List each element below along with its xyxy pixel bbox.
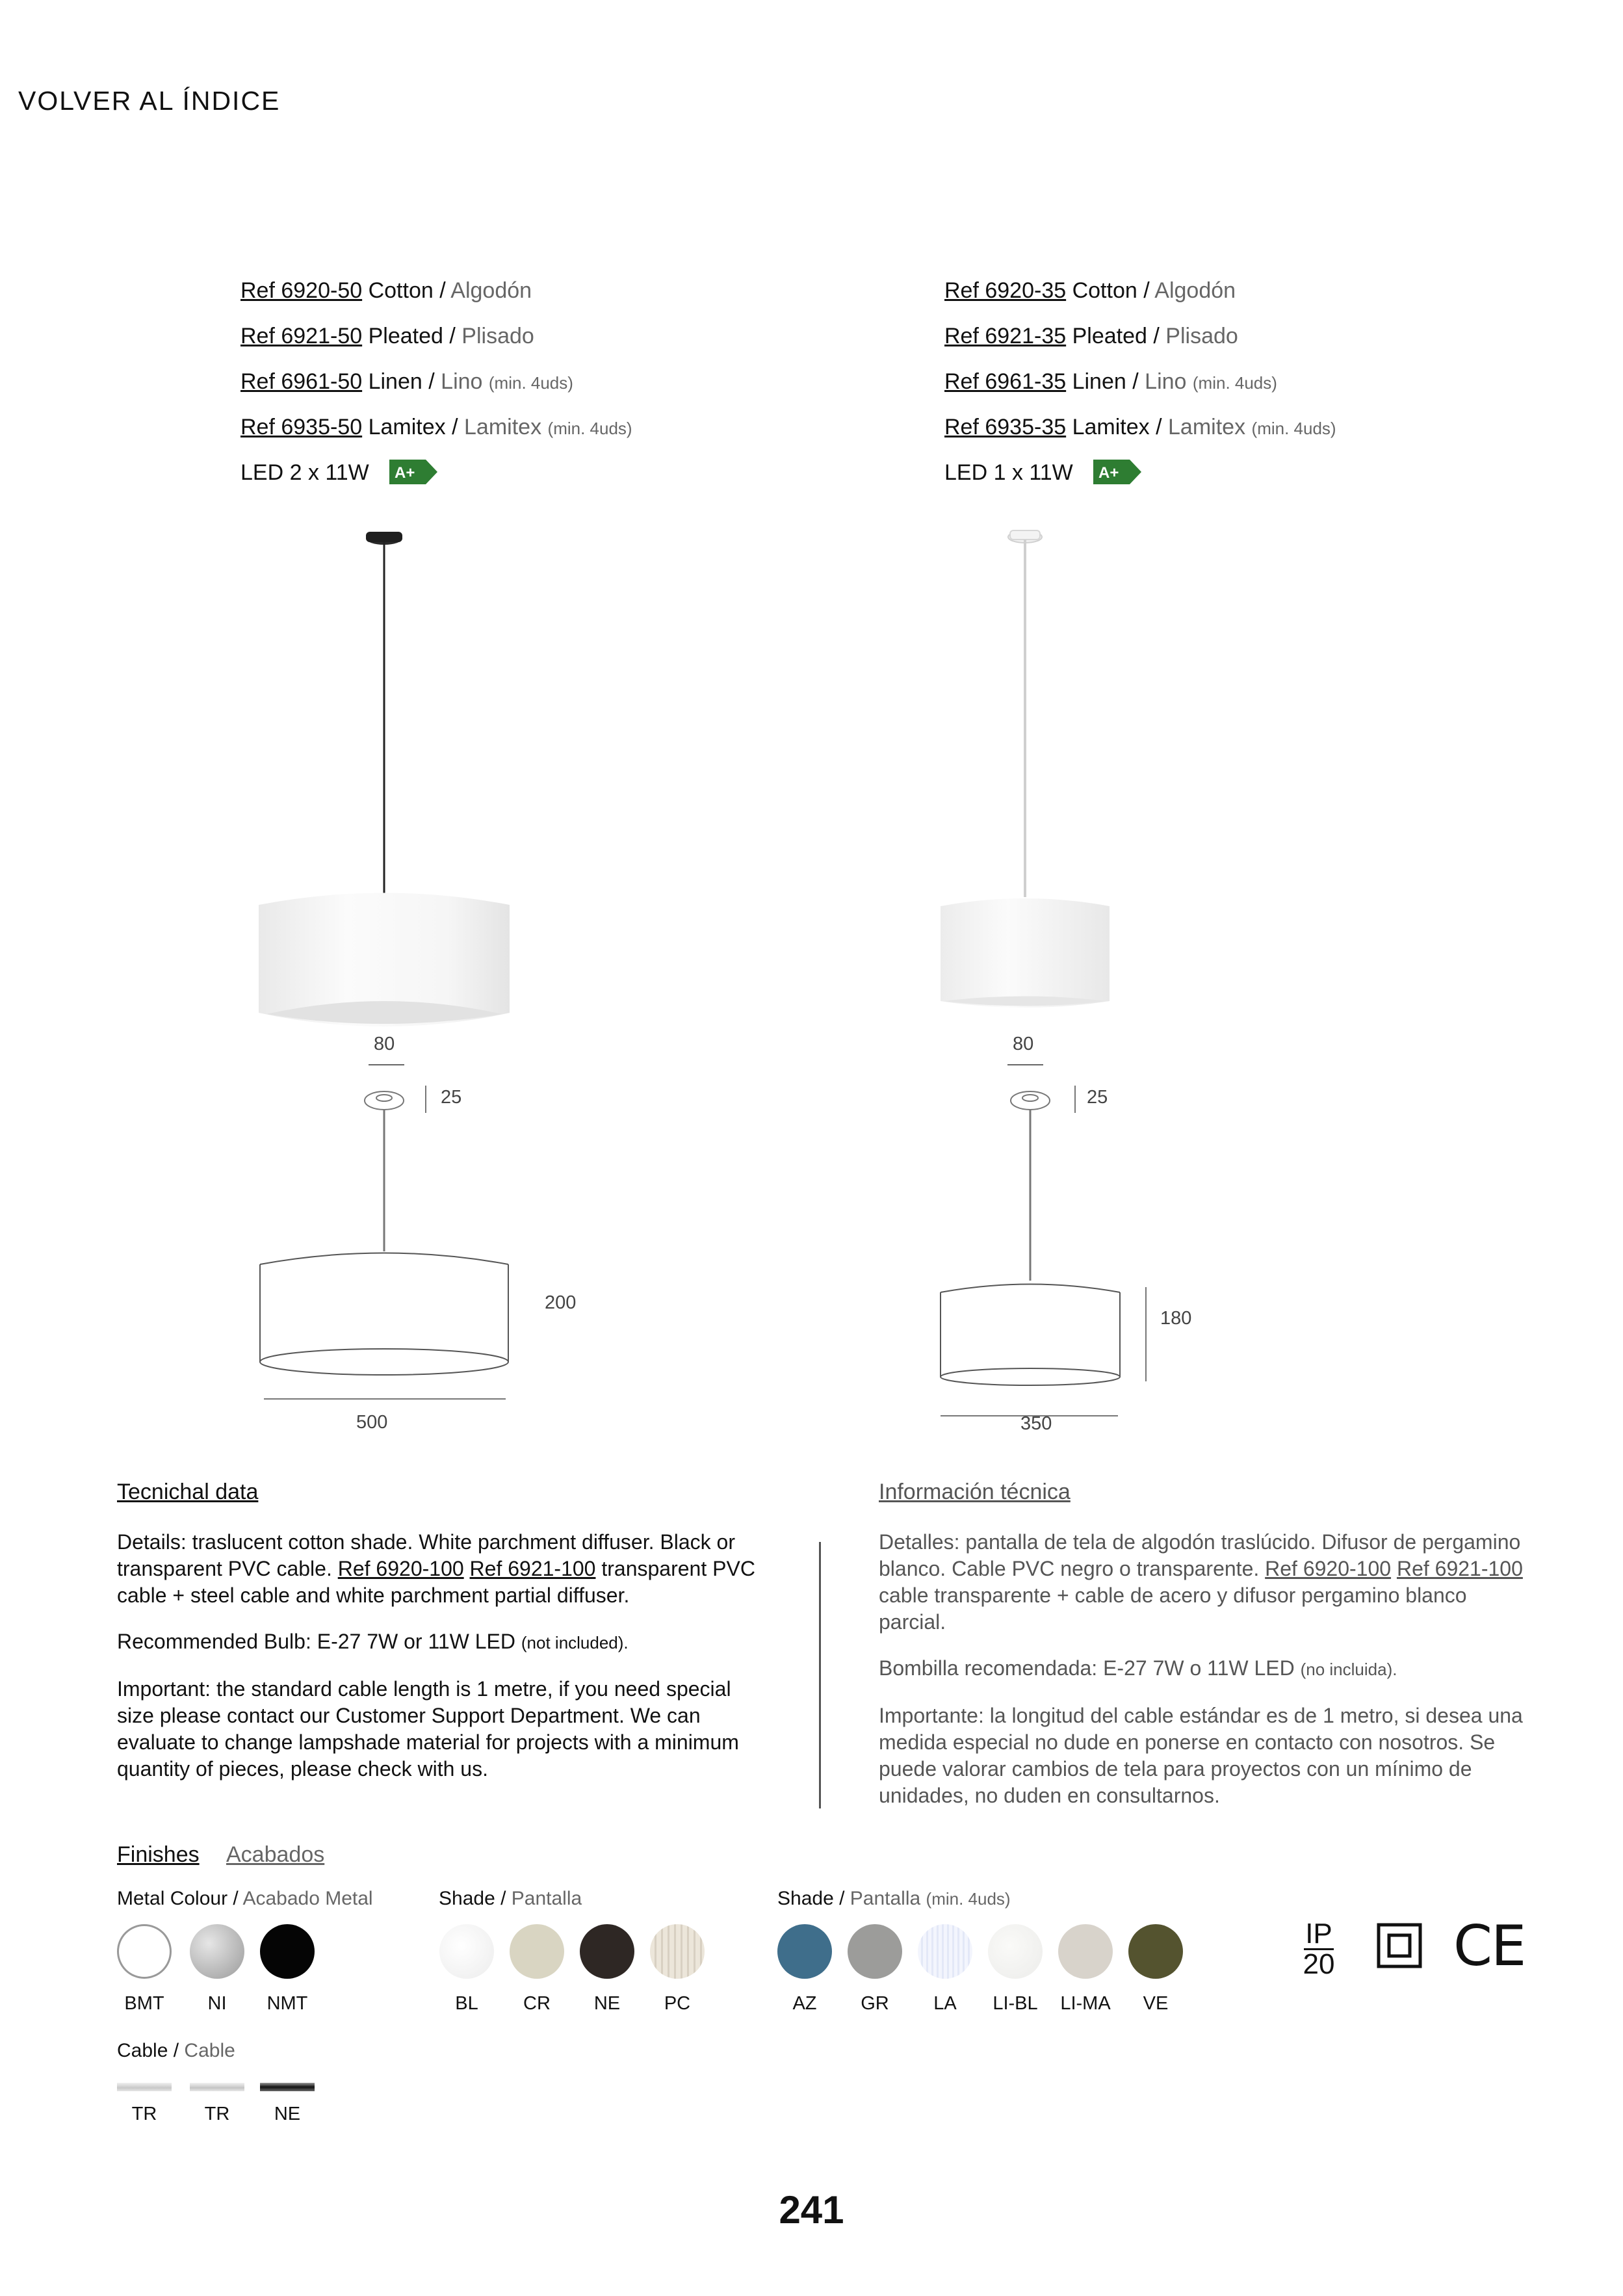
details-text: Details: traslucent cotton shade. White parchment diffuser. Black or transparent PVC cable. bbox=[117, 1530, 735, 1580]
ref-link[interactable]: Ref 6921-100 bbox=[1396, 1557, 1523, 1580]
energy-class-text: A+ bbox=[1098, 464, 1119, 482]
ref-link[interactable]: Ref 6920-100 bbox=[1265, 1557, 1392, 1580]
energy-label-icon bbox=[1093, 460, 1141, 484]
min-order-note: (min. 4uds) bbox=[1251, 419, 1336, 438]
ref-row bbox=[944, 359, 1336, 404]
metal-colour-label bbox=[117, 1888, 373, 1910]
code-ve: VE bbox=[1143, 1993, 1169, 2014]
code-cable-tr: TR bbox=[131, 2104, 157, 2124]
led-spec: LED 1 x 11W bbox=[944, 460, 1073, 485]
code-az: AZ bbox=[792, 1993, 817, 2014]
energy-label-icon bbox=[389, 460, 437, 484]
code-la: LA bbox=[933, 1993, 957, 2014]
label-es: Pantalla bbox=[511, 1888, 582, 1909]
ref-row bbox=[944, 404, 1336, 450]
swatch-shade-li-bl[interactable] bbox=[988, 1924, 1043, 1979]
ref-link[interactable]: Ref 6921-100 bbox=[469, 1557, 596, 1580]
tech-data-en bbox=[117, 1529, 767, 1802]
technical-drawing-6920-50 bbox=[253, 1086, 526, 1424]
swatch-cable-ne[interactable] bbox=[260, 2083, 315, 2091]
important-paragraph: Importante: la longitud del cable estándar es de 1 metro, si desea una medida especial no dude en ponerse en contacto con nosotros. Se puede valorar cambios de tela para proyectos con un mínimo de unidades, no duden en consultarnos. bbox=[879, 1704, 1523, 1807]
label-en: Metal Colour bbox=[117, 1888, 228, 1909]
shade-min-label bbox=[777, 1888, 1011, 1910]
material-en: Pleated bbox=[1072, 324, 1147, 348]
separator: / bbox=[452, 415, 458, 439]
swatch-metal-bmt[interactable] bbox=[117, 1924, 172, 1979]
material-en: Lamitex bbox=[1072, 415, 1150, 439]
material-en: Linen bbox=[1072, 369, 1126, 394]
product-refs-50 bbox=[240, 268, 632, 495]
dim-top-width: 80 bbox=[1013, 1034, 1034, 1054]
ip-rating-text: 20 bbox=[1303, 1948, 1335, 1980]
separator: / bbox=[449, 324, 456, 348]
ip20-icon bbox=[1296, 1920, 1342, 1979]
ref-row bbox=[240, 404, 632, 450]
swatch-metal-ni[interactable] bbox=[190, 1924, 244, 1979]
details-text: Detalles: pantalla de tela de algodón traslúcido. Difusor de pergamino blanco. Cable PVC negro o transparente. bbox=[879, 1530, 1521, 1580]
code-ni: NI bbox=[207, 1993, 227, 2014]
min-order-note: (min. 4uds) bbox=[547, 419, 632, 438]
bulb-paragraph bbox=[117, 1628, 767, 1656]
separator: / bbox=[1132, 369, 1139, 394]
bulb-text: Bombilla recomendada: E-27 7W o 11W LED bbox=[879, 1656, 1295, 1680]
tab-acabados[interactable]: Acabados bbox=[226, 1842, 325, 1867]
tab-finishes[interactable]: Finishes bbox=[117, 1842, 200, 1867]
label-es: Pantalla bbox=[850, 1888, 921, 1909]
label-es: Acabado Metal bbox=[242, 1888, 373, 1909]
dim-height: 200 bbox=[545, 1292, 577, 1313]
ref-link[interactable]: Ref 6921-35 bbox=[944, 324, 1067, 348]
label-en: Shade bbox=[777, 1888, 834, 1909]
swatch-cable-tr[interactable] bbox=[190, 2083, 244, 2091]
back-to-index-link[interactable]: VOLVER AL ÍNDICE bbox=[18, 86, 281, 116]
swatch-shade-bl[interactable] bbox=[439, 1924, 494, 1979]
dimension-line bbox=[1007, 1064, 1043, 1065]
label-es: Cable bbox=[184, 2040, 235, 2061]
material-es: Plisado bbox=[461, 324, 534, 348]
important-paragraph: Important: the standard cable length is 1 metre, if you need special size please contact our Customer Support Department. We can evaluate to change lampshade material for projects with a minimum quantity of pieces, please check with us. bbox=[117, 1677, 739, 1781]
cable-label bbox=[117, 2040, 235, 2062]
swatch-shade-ve[interactable] bbox=[1128, 1924, 1183, 1979]
swatch-shade-cr[interactable] bbox=[510, 1924, 564, 1979]
material-en: Lamitex bbox=[368, 415, 446, 439]
details-paragraph bbox=[117, 1529, 767, 1609]
separator: / bbox=[500, 1888, 506, 1909]
code-bl: BL bbox=[455, 1993, 478, 2014]
product-photo-6920-35 bbox=[936, 520, 1131, 1014]
ref-link[interactable]: Ref 6935-50 bbox=[240, 415, 363, 439]
separator: / bbox=[173, 2040, 179, 2061]
bulb-paragraph bbox=[879, 1655, 1535, 1683]
code-gr: GR bbox=[861, 1993, 889, 2014]
separator: / bbox=[1153, 324, 1160, 348]
dim-diameter: 500 bbox=[356, 1412, 388, 1433]
dim-top-width: 80 bbox=[374, 1034, 395, 1054]
code-nmt: NMT bbox=[266, 1993, 308, 2014]
material-en: Linen bbox=[368, 369, 422, 394]
lampshade bbox=[941, 898, 1110, 1008]
swatch-shade-az[interactable] bbox=[777, 1924, 832, 1979]
separator: / bbox=[839, 1888, 845, 1909]
min-order-note: (min. 4uds) bbox=[926, 1889, 1011, 1909]
dim-height: 180 bbox=[1160, 1308, 1192, 1329]
dimension-line bbox=[369, 1064, 404, 1065]
led-row bbox=[944, 450, 1336, 495]
swatch-cable-tr[interactable] bbox=[117, 2083, 172, 2091]
ip-text: IP bbox=[1305, 1918, 1332, 1950]
material-es: Algodón bbox=[450, 278, 532, 303]
ref-row bbox=[240, 268, 632, 313]
code-bmt: BMT bbox=[124, 1993, 164, 2014]
code-cable-tr: TR bbox=[204, 2104, 230, 2124]
code-pc: PC bbox=[664, 1993, 691, 2014]
technical-drawing-6920-35 bbox=[929, 1086, 1209, 1424]
bulb-note: (not included). bbox=[521, 1633, 629, 1652]
details-paragraph bbox=[879, 1529, 1535, 1636]
led-row bbox=[240, 450, 632, 495]
ce-mark-icon: CE bbox=[1453, 1914, 1526, 1979]
ref-link[interactable]: Ref 6935-35 bbox=[944, 415, 1067, 439]
ref-link[interactable]: Ref 6920-50 bbox=[240, 278, 363, 303]
separator: / bbox=[439, 278, 446, 303]
dim-canopy-height: 25 bbox=[1087, 1087, 1108, 1108]
material-es: Lamitex bbox=[464, 415, 542, 439]
ref-link[interactable]: Ref 6961-35 bbox=[944, 369, 1067, 394]
details-text: transparent PVC cable + steel cable and white parchment partial diffuser. bbox=[117, 1557, 755, 1607]
product-refs-35 bbox=[944, 268, 1336, 495]
material-es: Algodón bbox=[1154, 278, 1236, 303]
min-order-note: (min. 4uds) bbox=[1192, 373, 1277, 393]
energy-class-text: A+ bbox=[395, 464, 415, 482]
material-en: Cotton bbox=[1072, 278, 1137, 303]
column-divider bbox=[819, 1542, 821, 1808]
swatch-shade-li-ma[interactable] bbox=[1058, 1924, 1113, 1979]
tech-data-es bbox=[879, 1529, 1535, 1829]
product-photo-6920-50 bbox=[247, 520, 526, 1040]
swatch-shade-gr[interactable] bbox=[848, 1924, 902, 1979]
label-en: Cable bbox=[117, 2040, 168, 2061]
material-en: Cotton bbox=[368, 278, 434, 303]
material-es: Lino bbox=[441, 369, 483, 394]
bulb-note: (no incluida). bbox=[1300, 1660, 1397, 1679]
swatch-metal-nmt[interactable] bbox=[260, 1924, 315, 1979]
separator: / bbox=[1156, 415, 1162, 439]
material-es: Lino bbox=[1145, 369, 1187, 394]
label-en: Shade bbox=[439, 1888, 495, 1909]
details-text: cable transparente + cable de acero y difusor pergamino blanco parcial. bbox=[879, 1584, 1467, 1634]
code-cr: CR bbox=[523, 1993, 551, 2014]
code-cable-ne: NE bbox=[274, 2104, 301, 2124]
dim-canopy-height: 25 bbox=[441, 1087, 462, 1108]
ref-link[interactable]: Ref 6961-50 bbox=[240, 369, 363, 394]
dim-diameter: 350 bbox=[1020, 1413, 1052, 1434]
ref-link[interactable]: Ref 6920-100 bbox=[337, 1557, 464, 1580]
code-li-bl: LI-BL bbox=[993, 1993, 1038, 2014]
code-li-ma: LI-MA bbox=[1060, 1993, 1111, 2014]
material-es: Lamitex bbox=[1168, 415, 1246, 439]
material-es: Plisado bbox=[1165, 324, 1238, 348]
swatch-shade-pc[interactable] bbox=[650, 1924, 705, 1979]
ref-row bbox=[944, 268, 1336, 313]
separator: / bbox=[1143, 278, 1150, 303]
page-number: 241 bbox=[779, 2188, 844, 2232]
tech-data-heading-en[interactable]: Tecnichal data bbox=[117, 1480, 259, 1504]
swatch-shade-la[interactable] bbox=[918, 1924, 972, 1979]
bulb-text: Recommended Bulb: E-27 7W or 11W LED bbox=[117, 1630, 515, 1653]
code-ne: NE bbox=[593, 1993, 621, 2014]
separator: / bbox=[233, 1888, 239, 1909]
tech-data-heading-es[interactable]: Información técnica bbox=[879, 1480, 1071, 1504]
led-spec: LED 2 x 11W bbox=[240, 460, 369, 485]
separator: / bbox=[428, 369, 435, 394]
ref-row bbox=[240, 313, 632, 359]
swatch-shade-ne[interactable] bbox=[580, 1924, 634, 1979]
double-insulation-icon bbox=[1377, 1923, 1422, 1968]
ref-link[interactable]: Ref 6920-35 bbox=[944, 278, 1067, 303]
ref-row bbox=[944, 313, 1336, 359]
material-en: Pleated bbox=[368, 324, 443, 348]
ref-row bbox=[240, 359, 632, 404]
ref-link[interactable]: Ref 6921-50 bbox=[240, 324, 363, 348]
shade-label bbox=[439, 1888, 582, 1910]
min-order-note: (min. 4uds) bbox=[488, 373, 573, 393]
